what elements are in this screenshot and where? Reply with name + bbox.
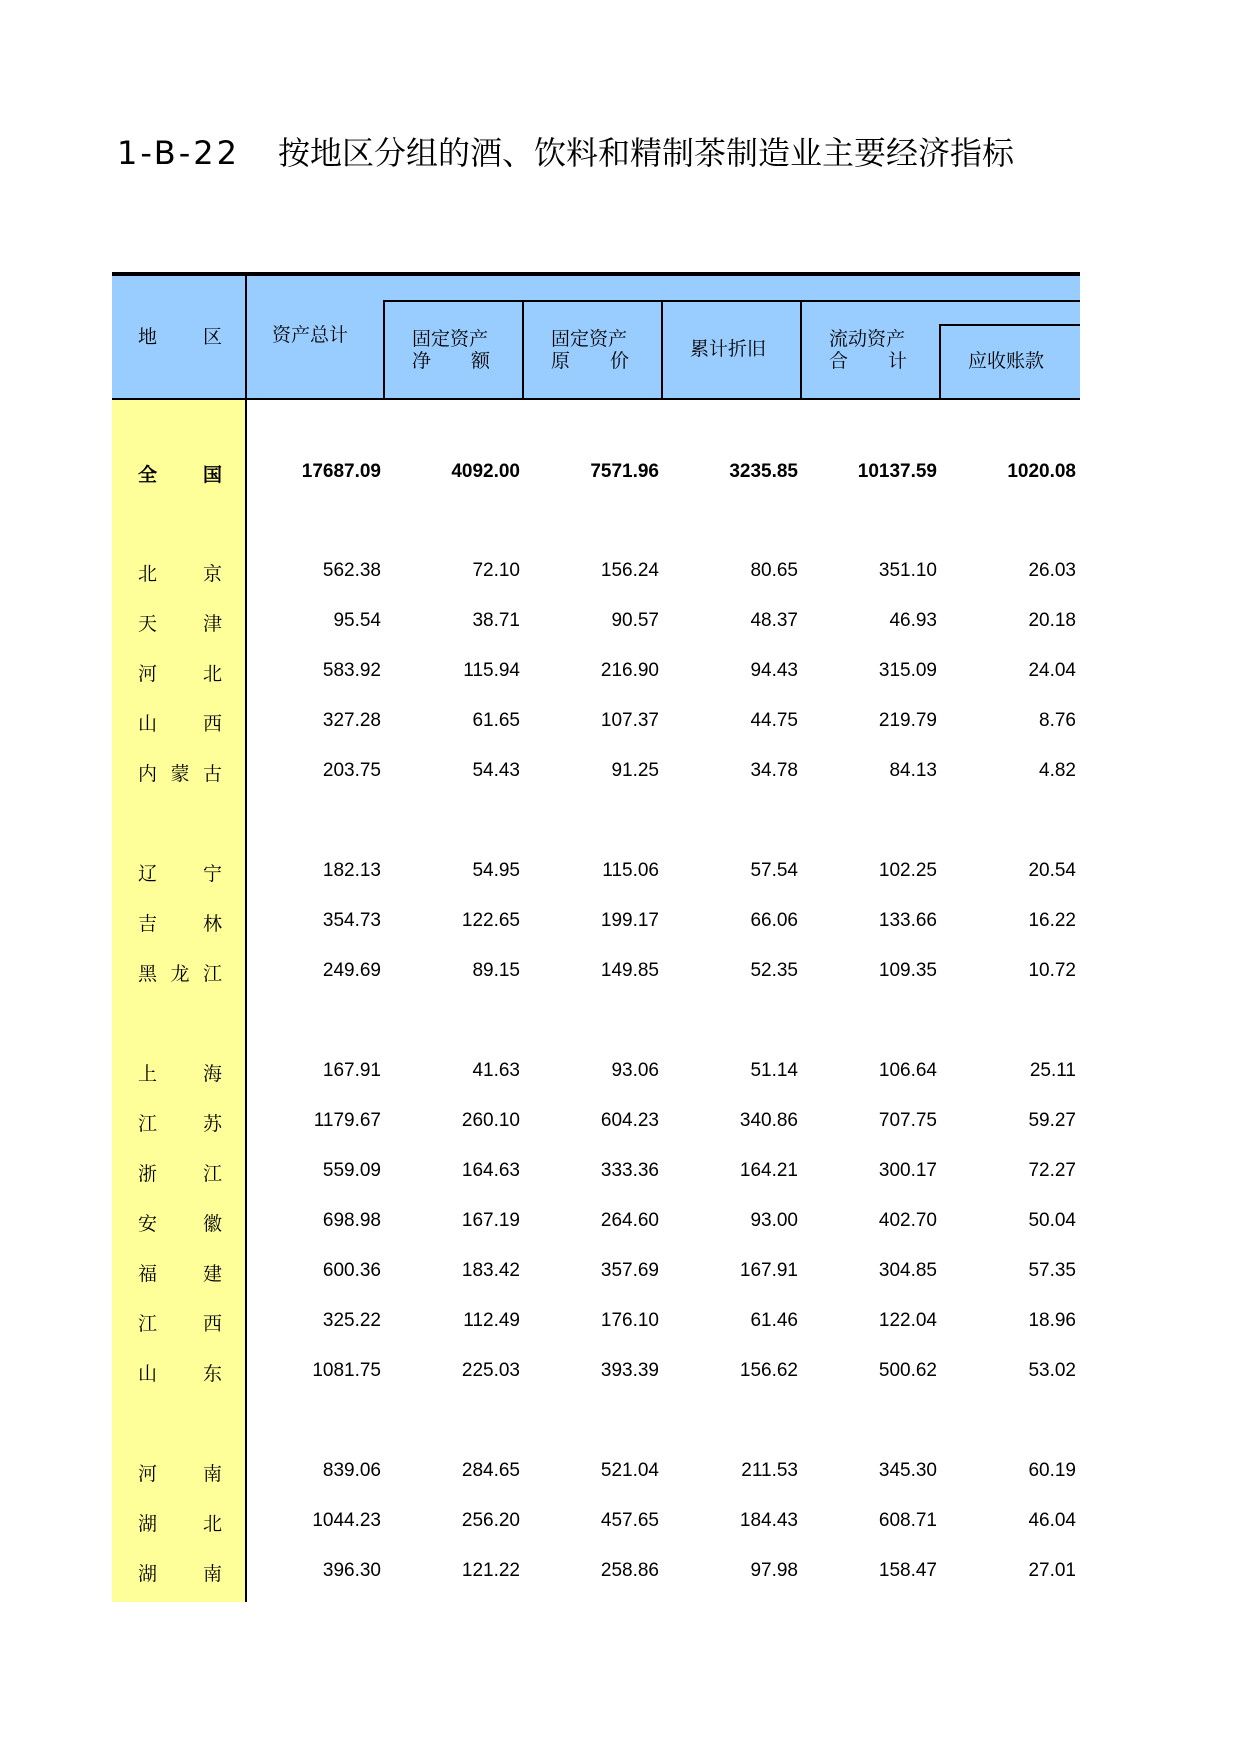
- region-name: 黑 龙 江: [138, 963, 222, 985]
- table-cell: 10137.59: [857, 461, 937, 482]
- table-cell: 340.86: [739, 1110, 798, 1131]
- table-title: 按地区分组的酒、饮料和精制茶制造业主要经济指标: [277, 134, 1014, 172]
- region-name: 内 蒙 古: [138, 763, 222, 785]
- table-row: [112, 651, 1080, 691]
- table-cell: 351.10: [878, 560, 937, 581]
- table-cell: 122.65: [461, 910, 520, 931]
- table-cell: 91.25: [611, 760, 659, 781]
- header-divider: [522, 300, 524, 400]
- table-row: [112, 1151, 1080, 1191]
- table-cell: 93.06: [611, 1060, 659, 1081]
- table-cell: 93.00: [750, 1210, 798, 1231]
- region-name: 湖 北: [138, 1513, 222, 1535]
- table-cell: 156.24: [600, 560, 659, 581]
- table-cell: 38.71: [472, 610, 520, 631]
- region-name: 浙 江: [138, 1163, 222, 1185]
- table-cell: 52.35: [750, 960, 798, 981]
- region-name: 全 国: [138, 464, 222, 486]
- table-cell: 133.66: [878, 910, 937, 931]
- table-cell: 59.27: [1028, 1110, 1076, 1131]
- table-cell: 89.15: [472, 960, 520, 981]
- region-name: 上 海: [138, 1063, 222, 1085]
- header-divider: [661, 300, 663, 400]
- table-row: [112, 1201, 1080, 1241]
- table-row: [112, 1251, 1080, 1291]
- table-cell: 46.93: [889, 610, 937, 631]
- table-cell: 51.14: [750, 1060, 798, 1081]
- table-cell: 61.46: [750, 1310, 798, 1331]
- table-cell: 164.63: [461, 1160, 520, 1181]
- header-divider: [383, 300, 385, 400]
- table-cell: 219.79: [878, 710, 937, 731]
- region-name: 河 北: [138, 663, 222, 685]
- table-cell: 698.98: [322, 1210, 381, 1231]
- table-cell: 457.65: [600, 1510, 659, 1531]
- table-cell: 249.69: [322, 960, 381, 981]
- table-cell: 345.30: [878, 1460, 937, 1481]
- table-row: [112, 551, 1080, 591]
- table-cell: 50.04: [1028, 1210, 1076, 1231]
- table-cell: 54.95: [472, 860, 520, 881]
- table-cell: 95.54: [333, 610, 381, 631]
- table-row: [112, 901, 1080, 941]
- table-cell: 4.82: [1039, 760, 1076, 781]
- table-cell: 90.57: [611, 610, 659, 631]
- table-cell: 315.09: [878, 660, 937, 681]
- table-cell: 94.43: [750, 660, 798, 681]
- table-cell: 34.78: [750, 760, 798, 781]
- table-cell: 211.53: [741, 1460, 798, 1481]
- table-cell: 325.22: [322, 1310, 381, 1331]
- table-cell: 300.17: [878, 1160, 937, 1181]
- table-cell: 1081.75: [312, 1360, 381, 1381]
- table-cell: 164.21: [739, 1160, 798, 1181]
- table-cell: 20.54: [1028, 860, 1076, 881]
- table-cell: 54.43: [472, 760, 520, 781]
- table-cell: 393.39: [600, 1360, 659, 1381]
- table-cell: 167.91: [739, 1260, 798, 1281]
- table-cell: 1179.67: [313, 1110, 381, 1131]
- table-cell: 199.17: [600, 910, 659, 931]
- table-cell: 327.28: [322, 710, 381, 731]
- table-cell: 396.30: [322, 1560, 381, 1581]
- table-cell: 600.36: [322, 1260, 381, 1281]
- table-cell: 500.62: [878, 1360, 937, 1381]
- table-cell: 203.75: [322, 760, 381, 781]
- table-cell: 8.76: [1039, 710, 1076, 731]
- table-row: [112, 601, 1080, 641]
- table-cell: 61.65: [472, 710, 520, 731]
- table-row: [112, 951, 1080, 991]
- region-name: 山 东: [138, 1363, 222, 1385]
- table-cell: 44.75: [750, 710, 798, 731]
- table-cell: 284.65: [461, 1460, 520, 1481]
- header-subrule: [939, 324, 1080, 326]
- region-name: 安 徽: [138, 1213, 222, 1235]
- region-name: 山 西: [138, 713, 222, 735]
- table-cell: 48.37: [750, 610, 798, 631]
- header-current-assets: 流动资产 合 计: [829, 328, 907, 372]
- table-cell: 57.35: [1028, 1260, 1076, 1281]
- table-cell: 839.06: [322, 1460, 381, 1481]
- table-cell: 521.04: [600, 1460, 659, 1481]
- table-cell: 27.01: [1028, 1560, 1076, 1581]
- table-cell: 156.62: [739, 1360, 798, 1381]
- region-name: 江 苏: [138, 1113, 222, 1135]
- region-name: 湖 南: [138, 1563, 222, 1585]
- table-row: [112, 751, 1080, 791]
- header-fixed-original: 固定资产 原 价: [551, 328, 629, 372]
- region-name: 天 津: [138, 613, 222, 635]
- table-cell: 57.54: [750, 860, 798, 881]
- table-cell: 304.85: [878, 1260, 937, 1281]
- header-bottom-rule: [112, 398, 1080, 400]
- table-cell: 1020.08: [1007, 461, 1076, 482]
- table-cell: 121.22: [461, 1560, 520, 1581]
- table-cell: 7571.96: [590, 461, 659, 482]
- table-cell: 167.91: [322, 1060, 381, 1081]
- table-cell: 46.04: [1028, 1510, 1076, 1531]
- table-cell: 102.25: [878, 860, 937, 881]
- header-total-assets: 资产总计: [272, 324, 349, 346]
- table-cell: 107.37: [600, 710, 659, 731]
- header-depreciation: 累计折旧: [690, 338, 767, 360]
- table-cell: 84.13: [889, 760, 937, 781]
- table-cell: 184.43: [739, 1510, 798, 1531]
- table-cell: 115.94: [463, 660, 520, 681]
- table-cell: 66.06: [750, 910, 798, 931]
- table-cell: 158.47: [878, 1560, 937, 1581]
- table-cell: 225.03: [461, 1360, 520, 1381]
- table-cell: 559.09: [322, 1160, 381, 1181]
- table-cell: 80.65: [750, 560, 798, 581]
- table-cell: 115.06: [602, 860, 659, 881]
- table-cell: 258.86: [600, 1560, 659, 1581]
- table-cell: 53.02: [1028, 1360, 1076, 1381]
- table-cell: 183.42: [461, 1260, 520, 1281]
- table-cell: 25.11: [1029, 1060, 1076, 1081]
- table-cell: 4092.00: [451, 461, 520, 482]
- table-cell: 41.63: [472, 1060, 520, 1081]
- table-cell: 256.20: [461, 1510, 520, 1531]
- table-cell: 72.27: [1028, 1160, 1076, 1181]
- table-cell: 264.60: [600, 1210, 659, 1231]
- header-receivables: 应收账款: [968, 350, 1045, 372]
- table-cell: 216.90: [600, 660, 659, 681]
- table-row: [112, 851, 1080, 891]
- table-cell: 260.10: [461, 1110, 520, 1131]
- table-row: [112, 1501, 1080, 1541]
- table-cell: 122.04: [878, 1310, 937, 1331]
- table-row: [112, 452, 1080, 492]
- header-divider: [800, 300, 802, 400]
- table-cell: 333.36: [600, 1160, 659, 1181]
- table-cell: 16.22: [1028, 910, 1076, 931]
- table-cell: 20.18: [1028, 610, 1076, 631]
- header-subrule: [383, 300, 1080, 302]
- table-cell: 112.49: [463, 1310, 520, 1331]
- table-cell: 604.23: [600, 1110, 659, 1131]
- page-title: [117, 128, 1014, 174]
- table-cell: 707.75: [878, 1110, 937, 1131]
- header-divider: [939, 324, 941, 400]
- data-table: [112, 272, 1080, 1602]
- table-cell: 583.92: [322, 660, 381, 681]
- region-name: 江 西: [138, 1313, 222, 1335]
- table-row: [112, 1051, 1080, 1091]
- table-cell: 109.35: [878, 960, 937, 981]
- table-row: [112, 1351, 1080, 1391]
- table-cell: 106.64: [878, 1060, 937, 1081]
- table-cell: 167.19: [461, 1210, 520, 1231]
- table-cell: 72.10: [472, 560, 520, 581]
- table-cell: 18.96: [1028, 1310, 1076, 1331]
- table-cell: 402.70: [878, 1210, 937, 1231]
- table-cell: 608.71: [878, 1510, 937, 1531]
- table-cell: 97.98: [750, 1560, 798, 1581]
- table-code: 1-B-22: [117, 134, 240, 172]
- region-name: 河 南: [138, 1463, 222, 1485]
- table-cell: 354.73: [322, 910, 381, 931]
- table-cell: 60.19: [1028, 1460, 1076, 1481]
- region-name: 吉 林: [138, 913, 222, 935]
- region-name: 福 建: [138, 1263, 222, 1285]
- table-row: [112, 1451, 1080, 1491]
- table-row: [112, 1301, 1080, 1341]
- table-cell: 24.04: [1028, 660, 1076, 681]
- header-fixed-net: 固定资产 净 额: [412, 328, 490, 372]
- region-name: 北 京: [138, 563, 222, 585]
- table-cell: 176.10: [600, 1310, 659, 1331]
- table-row: [112, 701, 1080, 741]
- region-name: 辽 宁: [138, 863, 222, 885]
- table-cell: 562.38: [322, 560, 381, 581]
- table-cell: 357.69: [600, 1260, 659, 1281]
- table-cell: 149.85: [600, 960, 659, 981]
- table-cell: 1044.23: [312, 1510, 381, 1531]
- header-region: 地 区: [138, 326, 222, 348]
- table-row: [112, 1551, 1080, 1591]
- table-cell: 182.13: [322, 860, 381, 881]
- table-cell: 26.03: [1028, 560, 1076, 581]
- table-row: [112, 1101, 1080, 1141]
- table-cell: 3235.85: [729, 461, 798, 482]
- table-cell: 10.72: [1028, 960, 1076, 981]
- table-cell: 17687.09: [301, 461, 381, 482]
